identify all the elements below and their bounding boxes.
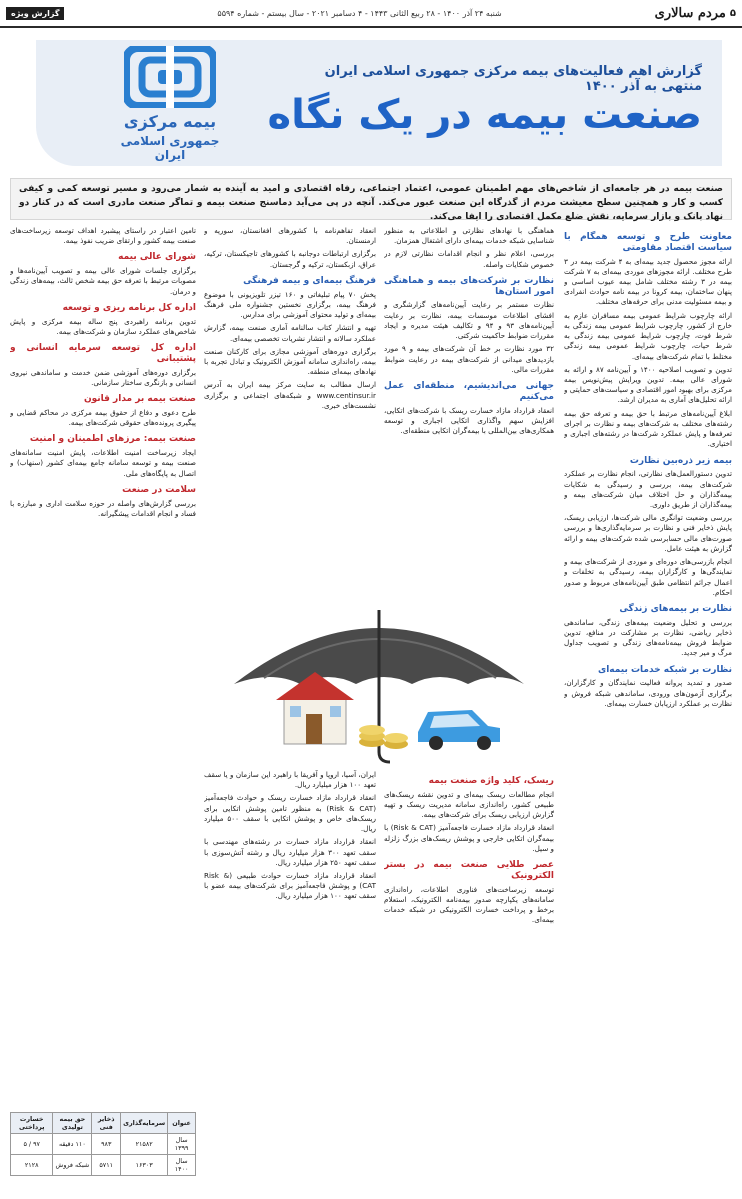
table-header-cell: خسارت پرداختی — [11, 1113, 53, 1134]
col4-paragraph: بررسی گزارش‌های واصله در حوزه سلامت اداری و مبارزه با فساد و انجام اقدامات پیشگیرانه. — [10, 498, 196, 518]
col2b-paragraph: توسعه زیرساخت‌های فناوری اطلاعات، راه‌اندازی سامانه‌های یکپارچه صدور بیمه‌نامه الکترونیک، استعلام برخط و پرداخت خسارت الکترونیکی در شبکه خدمات بیمه‌ای. — [384, 884, 554, 925]
col2b-paragraph: انجام مطالعات ریسک بیمه‌ای و تدوین نقشه ریسک‌های طبیعی کشور، راه‌اندازی سامانه مدیریت ریسک و تهیه گزارش ارزیابی ریسک برای شرکت‌های بیمه. — [384, 789, 554, 820]
table-header-cell: سرمایه‌گذاری — [121, 1113, 168, 1134]
col1-paragraph: ارائه چارچوب شرایط عمومی بیمه مسافران عازم به خارج از کشور، چارچوب شرایط عمومی بیمه زندگی به شرط فوت، چارچوب شرایط عمومی بیمه زندگی به شرط حیات، چارچوب شرایط عمومی بیمه زندگی مختلط با تمام شرکت‌های بیمه‌ای. — [564, 310, 732, 361]
table-cell: ۱۶۳۰۳ — [121, 1155, 168, 1176]
col4-paragraph: برگزاری جلسات شورای عالی بیمه و تصویب آیین‌نامه‌ها و مصوبات مرتبط با تعرفه حق بیمه شخص ثالث، بیمه‌های زندگی و درمان. — [10, 266, 196, 296]
col2-paragraph: ۳۲ مورد نظارت بر خط آن شرکت‌های بیمه و ۹ مورد بازدیدهای میدانی از شرکت‌های بیمه در رعایت ضوابط مقررات مالی. — [384, 344, 554, 374]
table-header-cell: حق بیمه تولیدی — [53, 1113, 92, 1134]
logo-line2: جمهوری اسلامی ایران — [120, 134, 220, 162]
col2b-paragraph: انعقاد قرارداد مازاد خسارت فاجعه‌آمیز (Risk & CAT) با بیمه‌گران اتکایی خارجی و پوشش ریسک‌های بزرگ زلزله و سیل. — [384, 823, 554, 853]
col2-paragraph: نظارت مستمر بر رعایت آیین‌نامه‌های گزارشگری و افشای اطلاعات موسسات بیمه، نظارت بر رعایت آیین‌نامه‌های ۹۳ و ۹۴ و تکالیف هیئت مدیره و ایجاد مقررات ضوابط حاکمیت شرکتی. — [384, 300, 554, 341]
col1-paragraph: ارائه مجوز محصول جدید بیمه‌ای به ۴ شرکت بیمه در ۳ طرح مختلف. ارائه مجوزهای موردی بیمه‌ای به ۷ شرکت بیمه در ۳ رشته مختلف شامل بیمه عیوب اساسی و پنهان ساختمان، بیمه کرونا در بیمه نامه حوادث انفرادی و بیمه مسئولیت مدنی برای حرفه‌های مختلف. — [564, 256, 732, 307]
column-3 — [204, 226, 376, 586]
paper-name: مردم سالاری — [654, 5, 726, 21]
col1-paragraph: تدوین و تصویب اصلاحیه ۱۴۰۰ و آیین‌نامه ۸۷ و ارائه به شورای عالی بیمه. تدوین ویرایش پیش‌نویس بیمه مرکزی برای بهبود امور اقتصادی و سیاست‌های حمایتی و ارائه تحلیل‌های آماری به مدیران ارشد. — [564, 364, 732, 405]
col4-heading-health: سلامت در صنعت — [122, 484, 196, 495]
table-row — [11, 1134, 196, 1155]
column-2 — [384, 226, 554, 586]
logo-line1: بیمه مرکزی — [123, 112, 217, 131]
table-cell: ۱۱۰ دقیقه — [53, 1134, 92, 1155]
table-cell: ۵۷۱۱ — [92, 1155, 121, 1176]
column-1 — [564, 226, 732, 1190]
col4-paragraph: برگزاری دوره‌های آموزشی ضمن خدمت و ساماندهی نیروی انسانی و بازنگری ساختار سازمانی. — [10, 367, 196, 387]
page-title: صنعت بیمه در یک نگاه — [267, 92, 702, 138]
col4-heading-security: صنعت بیمه: مرزهای اطمینان و امنیت — [29, 434, 196, 445]
col3b-paragraph: انعقاد قرارداد مازاد خسارت در رشته‌های مهندسی با سقف تعهد ۳۰۰ هزار میلیارد ریال و رشته آتش‌سوزی با سقف تعهد ۲۵۰ هزار میلیارد ریال. — [204, 837, 376, 867]
table-cell: سال ۱۳۹۹ — [168, 1134, 196, 1155]
col3-paragraph: پخش ۷۰ پیام تبلیغاتی و ۱۶۰ تیزر تلویزیونی با موضوع فرهنگ بیمه، برگزاری نخستین جشنواره ملی فرهنگ بیمه‌ای و تولید محتوای آموزشی برای مدارس. — [204, 289, 376, 320]
col4-paragraph: تامین اعتبار در راستای پیشبرد اهداف توسعه زیرساخت‌های صنعت بیمه کشور و ارتقای ضریب نفوذ بیمه. — [10, 226, 196, 246]
col4-heading-council: شورای عالی بیمه — [118, 252, 196, 263]
col3-paragraph: برگزاری دوره‌های آموزشی مجازی برای کارکنان صنعت بیمه، راه‌اندازی سامانه آموزش الکترونیک و تبادل تجربه با نهادهای بیمه‌ای منطقه. — [204, 346, 376, 377]
section-tag: گزارش ویژه — [6, 7, 64, 20]
col3-paragraph: تهیه و انتشار کتاب سالنامه آماری صنعت بیمه، گزارش عملکرد سالانه و انتشار نشریات تخصصی بیمه‌ای. — [204, 323, 376, 343]
table-cell: ۹۷ / ۵ — [11, 1134, 53, 1155]
central-insurance-logo-icon — [124, 46, 216, 108]
table-header-row — [11, 1113, 196, 1134]
issue-line: شنبه ۲۴ آذر ۱۴۰۰ - ۲۸ ربیع الثانی ۱۴۴۳ - ۴ دسامبر ۲۰۲۱ - سال بیستم - شماره ۵۵۹۴ — [217, 8, 502, 18]
col1-heading-supervision: بیمه زیر ذره‌بین نظارت — [629, 455, 732, 466]
col3-paragraph: برگزاری ارتباطات دوجانبه با کشورهای تاجیکستان، ترکیه، عراق، ازبکستان، ترکیه و گرجستان. — [204, 249, 376, 269]
column-4 — [10, 226, 196, 1190]
col1-paragraph: بررسی وضعیت توانگری مالی شرکت‌ها، ارزیابی ریسک، پایش ذخایر فنی و نظارت بر سرمایه‌گذاری‌ها و بررسی صورت‌های مالی حسابرسی شده شرکت‌های بیمه و ارائه گزارش به هیئت عامل. — [564, 513, 732, 553]
col1-heading-network: نظارت بر شبکه خدمات بیمه‌ای — [597, 664, 732, 675]
col4-heading-hr: اداره کل توسعه سرمایه انسانی و پشتیبانی — [10, 343, 196, 364]
col1-paragraph: صدور و تمدید پروانه فعالیت نمایندگان و کارگزاران، برگزاری آزمون‌های ورودی، ساماندهی شبکه فروش و نظارت بر عملکرد ارزیابان خسارت بیمه‌ای. — [564, 678, 732, 708]
col2-paragraph: بررسی، اعلام نظر و انجام اقدامات نظارتی لازم در خصوص شکایات واصله. — [384, 249, 554, 269]
col4-paragraph: تدوین برنامه راهبردی پنج ساله بیمه مرکزی و پایش شاخص‌های عملکرد سازمان و شرکت‌های بیمه. — [10, 316, 196, 336]
col3b-paragraph: انعقاد قرارداد مازاد خسارت حوادث طبیعی (Risk & CAT) و پوشش فاجعه‌آمیز برای شرکت‌های بیمه عضو با سقف تعهد ۱۰۰ هزار میلیارد ریال. — [204, 870, 376, 901]
col3b-paragraph: انعقاد قرارداد مازاد خسارت ریسک و حوادث فاجعه‌آمیز (Risk & CAT) به منظور تامین پوشش اتکایی برای ریسک‌های خاص و پوشش اتکایی با سقف ۵۰۰ میلیارد ریال. — [204, 793, 376, 834]
col4-paragraph: طرح دعوی و دفاع از حقوق بیمه مرکزی در محاکم قضایی و پیگیری پرونده‌های حقوقی شرکت‌های بیمه. — [10, 407, 196, 428]
col1-heading-life-insurance: نظارت بر بیمه‌های زندگی — [619, 603, 732, 614]
col1-paragraph: تدوین دستورالعمل‌های نظارتی، انجام نظارت بر عملکرد شرکت‌های بیمه، بررسی و رسیدگی به شکایات بیمه‌گذاران و حل اختلاف میان شرکت‌های بیمه و بیمه‌گذاران از طریق داوری. — [564, 469, 732, 509]
col1-paragraph: انجام بازرسی‌های دوره‌ای و موردی از شرکت‌های بیمه و نمایندگی‌ها و کارگزاران بیمه، رسیدگی به تخلفات و اعمال جرائم انتظامی طبق آیین‌نامه‌های مربوط و صدور احکام. — [564, 557, 732, 597]
lead-paragraph: صنعت بیمه در هر جامعه‌ای از شاخص‌های مهم اطمینان عمومی، اعتماد اجتماعی، رفاه اقتصادی و امید به آینده به شمار می‌رود و مسیر توسعه کمی و کیفی کسب و کار و همچنین سطح معیشت مردم از گذرگاه این صنعت عبور می‌کند. آنچه در پی می‌آید دماسنج صنعت بیمه و تماگر صنعت مادری است که در کنار دو نهاد بانک و بازار سرمایه، نقش ضلع مکمل اقتصادی را ایفا می‌کند. — [10, 178, 732, 220]
table-cell: ۲۱۵۸۲ — [121, 1134, 168, 1155]
table-cell: شبکه فروش — [53, 1155, 92, 1176]
col3-paragraph: ارسال مطالب به سایت مرکز بیمه ایران به آدرس www.centinsur.ir و شبکه‌های اجتماعی و برگزاری نشست‌های خبری. — [204, 380, 376, 410]
stats-table — [10, 1112, 196, 1176]
col3-heading-culture: فرهنگ بیمه‌ای و بیمه فرهنگی — [243, 275, 376, 286]
col2-paragraph: هماهنگی با نهادهای نظارتی و اطلاعاتی به منظور شناسایی شبکه خدمات بیمه‌ای دارای اشتغال همزمان. — [384, 226, 554, 246]
col4-heading-law: صنعت بیمه بر مدار قانون — [83, 394, 196, 405]
table-header-cell: عنوان — [168, 1113, 196, 1134]
report-title: گزارش اهم فعالیت‌های بیمه مرکزی جمهوری اسلامی ایران منتهی به آذر ۱۴۰۰ — [324, 64, 702, 94]
col1-paragraph: بررسی و تحلیل وضعیت بیمه‌های زندگی، ساماندهی ذخایر ریاضی، نظارت بر مشارکت در منافع، تدوین ضوابط فروش بیمه‌نامه‌های زندگی و تصویب جداول مرگ و میر جدید. — [564, 617, 732, 658]
table-cell: سال ۱۴۰۰ — [168, 1155, 196, 1176]
logo — [110, 46, 230, 166]
col3b-paragraph: ایران، آسیا، اروپا و آفریقا با راهبرد این سازمان و یا سقف تعهد ۱۰۰ هزار میلیارد ریال. — [204, 770, 376, 790]
col3-paragraph: انعقاد تفاهم‌نامه با کشورهای افغانستان، سوریه و ارمنستان. — [204, 226, 376, 246]
col4-paragraph: ایجاد زیرساخت امنیت اطلاعات، پایش امنیت سامانه‌های صنعت بیمه و توسعه سامانه جامع بیمه‌ای کشور (سنهاب) و اتصال به پایگاه‌های ملی. — [10, 448, 196, 478]
table-cell: ۹۸۳ — [92, 1134, 121, 1155]
col2-paragraph: انعقاد قرارداد مازاد خسارت ریسک با شرکت‌های اتکایی، افزایش سهم واگذاری اتکایی اجباری و توسعه همکاری‌های بین‌المللی با بیمه‌گران اتکایی منطقه‌ای. — [384, 405, 554, 436]
col2-heading-provinces: نظارت بر شرکت‌های بیمه و هماهنگی امور استان‌ها — [384, 275, 554, 297]
table-row — [11, 1155, 196, 1176]
column-2-lower — [384, 770, 554, 1190]
col2b-heading-risk: ریسک، کلید واژه صنعت بیمه — [428, 776, 554, 786]
col1-paragraph: ابلاغ آیین‌نامه‌های مرتبط با حق بیمه و تعرفه حق بیمه رشته‌های مختلف به شرکت‌های بیمه و نظارت بر اجرای تعرفه‌ها و پایش عملکرد شرکت‌ها در رشته‌های اجباری و اختیاری. — [564, 408, 732, 449]
table-cell: ۲۱۲۸ — [11, 1155, 53, 1176]
table-header-cell: ذخایر فنی — [92, 1113, 121, 1134]
page-number: ۵ — [729, 7, 736, 19]
col4-heading-planning: اداره کل برنامه ریزی و توسعه — [62, 302, 196, 313]
col1-heading-planning: معاونت طرح و توسعه همگام با سیاست اقتصاد مقاومتی — [564, 232, 732, 253]
section-box — [655, 6, 736, 21]
umbrella-house-car-illustration — [204, 592, 554, 764]
top-strip — [0, 0, 742, 28]
col2b-heading-electronic: عصر طلایی صنعت بیمه در بستر الکترونیک — [384, 860, 554, 881]
col2-heading-global: جهانی می‌اندیشیم، منطقه‌ای عمل می‌کنیم — [384, 381, 554, 402]
column-3-lower — [204, 770, 376, 1190]
